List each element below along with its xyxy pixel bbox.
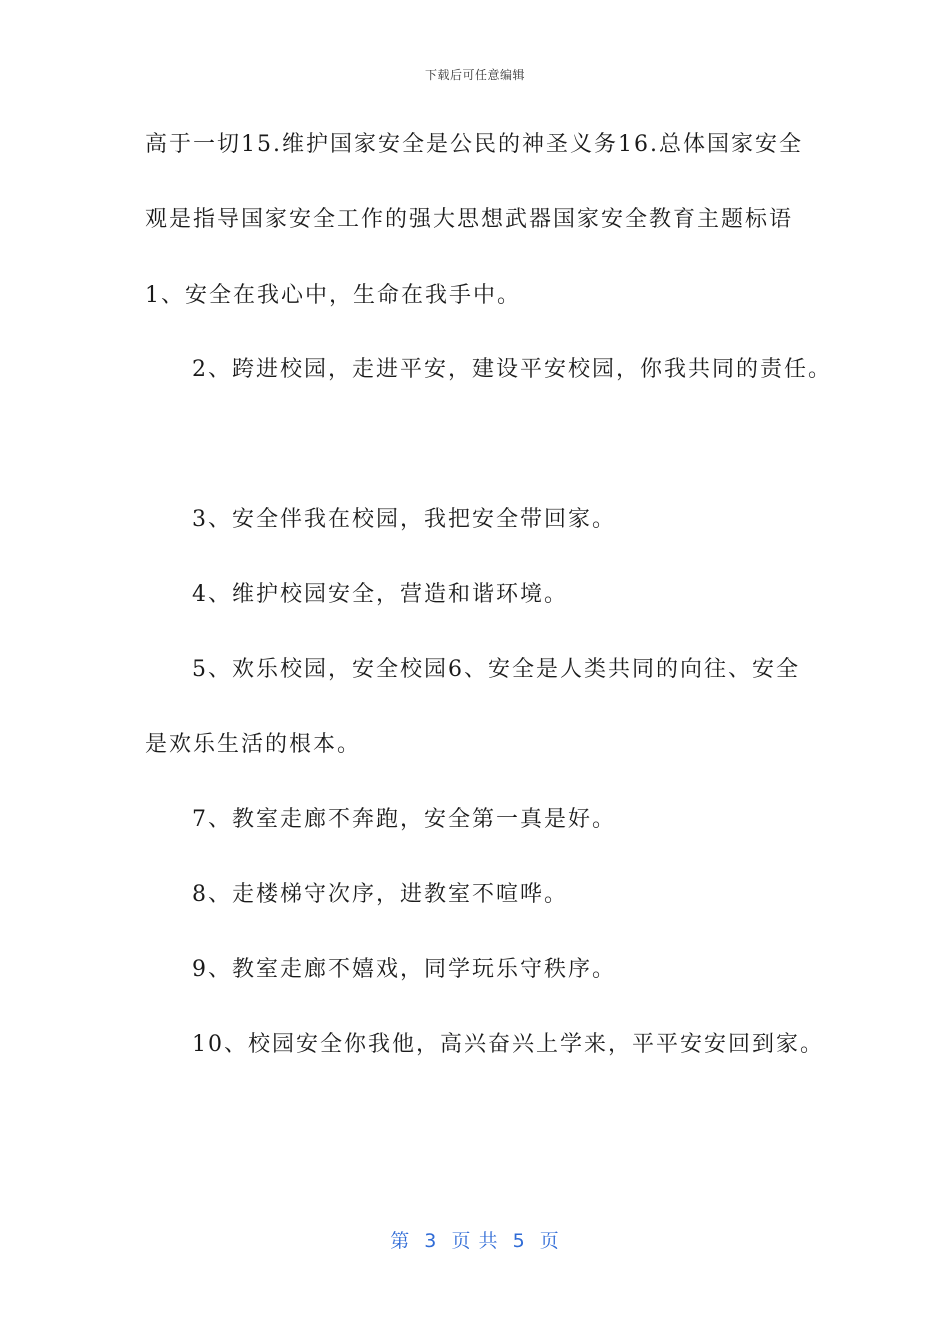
slogan-item: 2、跨进校园，走进平安，建设平安校园，你我共同的责任。 — [192, 357, 832, 382]
page-header-note: 下载后可任意编辑 — [424, 68, 525, 82]
slogan-item: 4、维护校园安全，营造和谐环境。 — [192, 582, 568, 607]
slogan-item: 5、欢乐校园，安全校园6、安全是人类共同的向往、安全 — [192, 657, 800, 682]
slogan-item: 8、走楼梯守次序，进教室不喧哗。 — [192, 882, 568, 907]
slogan-item: 1、安全在我心中，生命在我手中。 — [145, 283, 521, 308]
text-line: 高于一切15.维护国家安全是公民的神圣义务16.总体国家安全 — [145, 132, 803, 157]
slogan-item: 7、教室走廊不奔跑，安全第一真是好。 — [192, 807, 616, 832]
page-number-footer: 第 3 页 共 5 页 — [390, 1230, 560, 1252]
slogan-item-continuation: 是欢乐生活的根本。 — [145, 732, 362, 757]
slogan-item: 10、校园安全你我他，高兴奋兴上学来，平平安安回到家。 — [192, 1032, 824, 1057]
slogan-item: 3、安全伴我在校园，我把安全带回家。 — [192, 507, 616, 532]
slogan-item: 9、教室走廊不嬉戏，同学玩乐守秩序。 — [192, 957, 616, 982]
text-line: 观是指导国家安全工作的强大思想武器国家安全教育主题标语 — [145, 207, 794, 232]
